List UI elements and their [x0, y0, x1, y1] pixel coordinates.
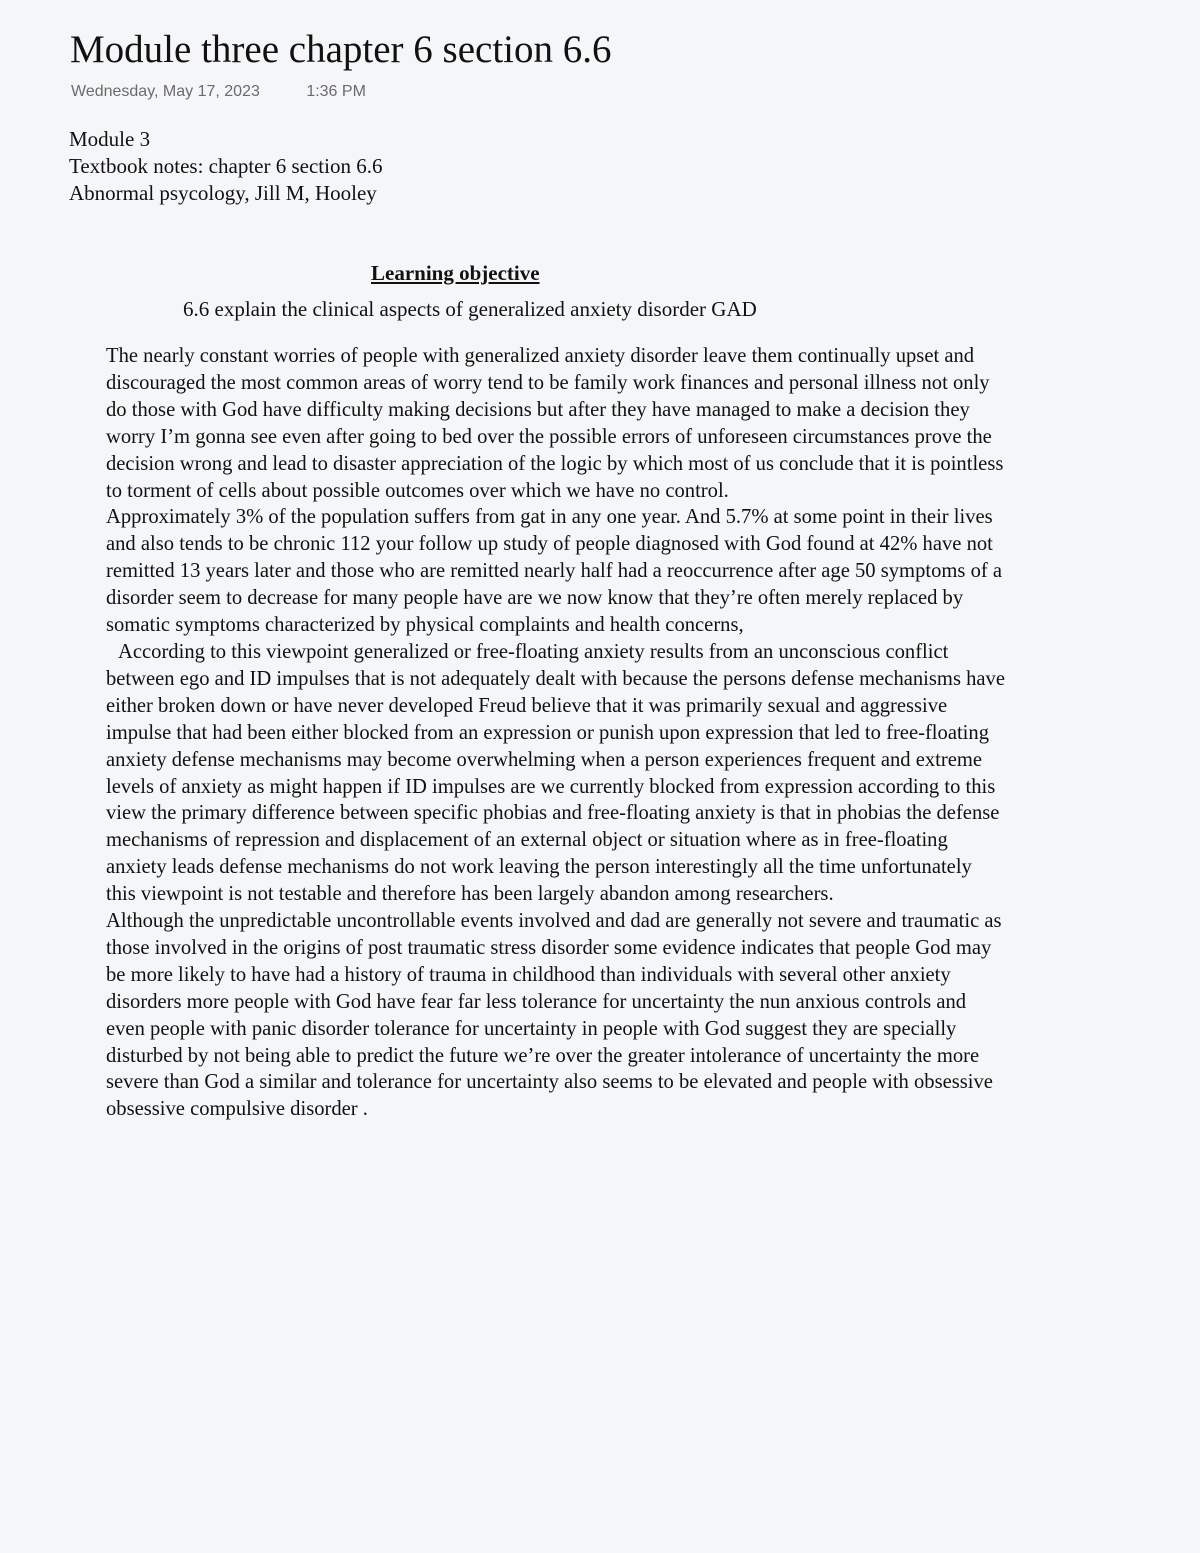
learning-objective-text: 6.6 explain the clinical aspects of generalized anxiety disorder GAD: [183, 297, 757, 321]
notes-paragraph: The nearly constant worries of people with generalized anxiety disorder leave them continually upset and discouraged the most common areas of worry tend to be family work finances and personal illness not only do those with God have difficulty making decisions but after they have managed to make a decision they worry I’m gonna see even after going to bed over the possible errors of unforeseen circumstances prove the decision wrong and lead to disaster appreciation of the logic by which most of us conclude that it is pointless to torment of cells about possible outcomes over which we have no control.: [106, 345, 1004, 502]
page-metadata: [71, 81, 366, 103]
notes-body[interactable]: [106, 343, 1006, 1123]
page-date: Wednesday, May 17, 2023: [71, 83, 260, 100]
page-time: 1:36 PM: [306, 83, 366, 100]
page-title[interactable]: Module three chapter 6 section 6.6: [70, 28, 612, 71]
notes-header-block[interactable]: [69, 126, 382, 207]
header-line-module: Module 3: [69, 127, 151, 151]
notes-paragraph: Although the unpredictable uncontrollable events involved and dad are generally not severe and traumatic as those involved in the origins of post traumatic stress disorder some evidence indicates that people God may be more likely to have had a history of trauma in childhood than individuals with several other anxiety disorders more people with God have fear far less tolerance for uncertainty the nun anxious controls and even people with panic disorder tolerance for uncertainty in people with God suggest they are specially disturbed by not being able to predict the future we’re over the greater intolerance of uncertainty the more severe than God a similar and tolerance for uncertainty also seems to be elevated and people with obsessive obsessive compulsive disorder .: [106, 910, 1002, 1121]
learning-objective-heading: Learning objective: [371, 261, 540, 285]
header-line-source: Abnormal psycology, Jill M, Hooley: [69, 181, 377, 205]
header-line-textbook-notes: Textbook notes: chapter 6 section 6.6: [69, 154, 383, 178]
notes-paragraph: Approximately 3% of the population suffers from gat in any one year. And 5.7% at some point in their lives and also tends to be chronic 112 your follow up study of people diagnosed with God found at 42% have not remitted 13 years later and those who are remitted nearly half had a reoccurrence after age 50 symptoms of a disorder seem to decrease for many people have are we now know that they’re often merely replaced by somatic symptoms characterized by physical complaints and health concerns,: [106, 506, 1003, 637]
notes-paragraph: According to this viewpoint generalized or free-floating anxiety results from an unconscious conflict between ego and ID impulses that is not adequately dealt with because the persons defense mechanisms have either broken down or have never developed Freud believe that it was primarily sexual and aggressive impulse that had been either blocked from an expression or punish upon expression that led to free-floating anxiety defense mechanisms may become overwhelming when a person experiences frequent and extreme levels of anxiety as might happen if ID impulses are we currently blocked from expression according to this view the primary difference between specific phobias and free-floating anxiety is that in phobias the defense mechanisms of repression and displacement of an external object or situation where as in free-floating anxiety leads defense mechanisms do not work leaving the person interestingly all the time unfortunately this viewpoint is not testable and therefore has been largely abandon among researchers.: [106, 640, 1005, 906]
